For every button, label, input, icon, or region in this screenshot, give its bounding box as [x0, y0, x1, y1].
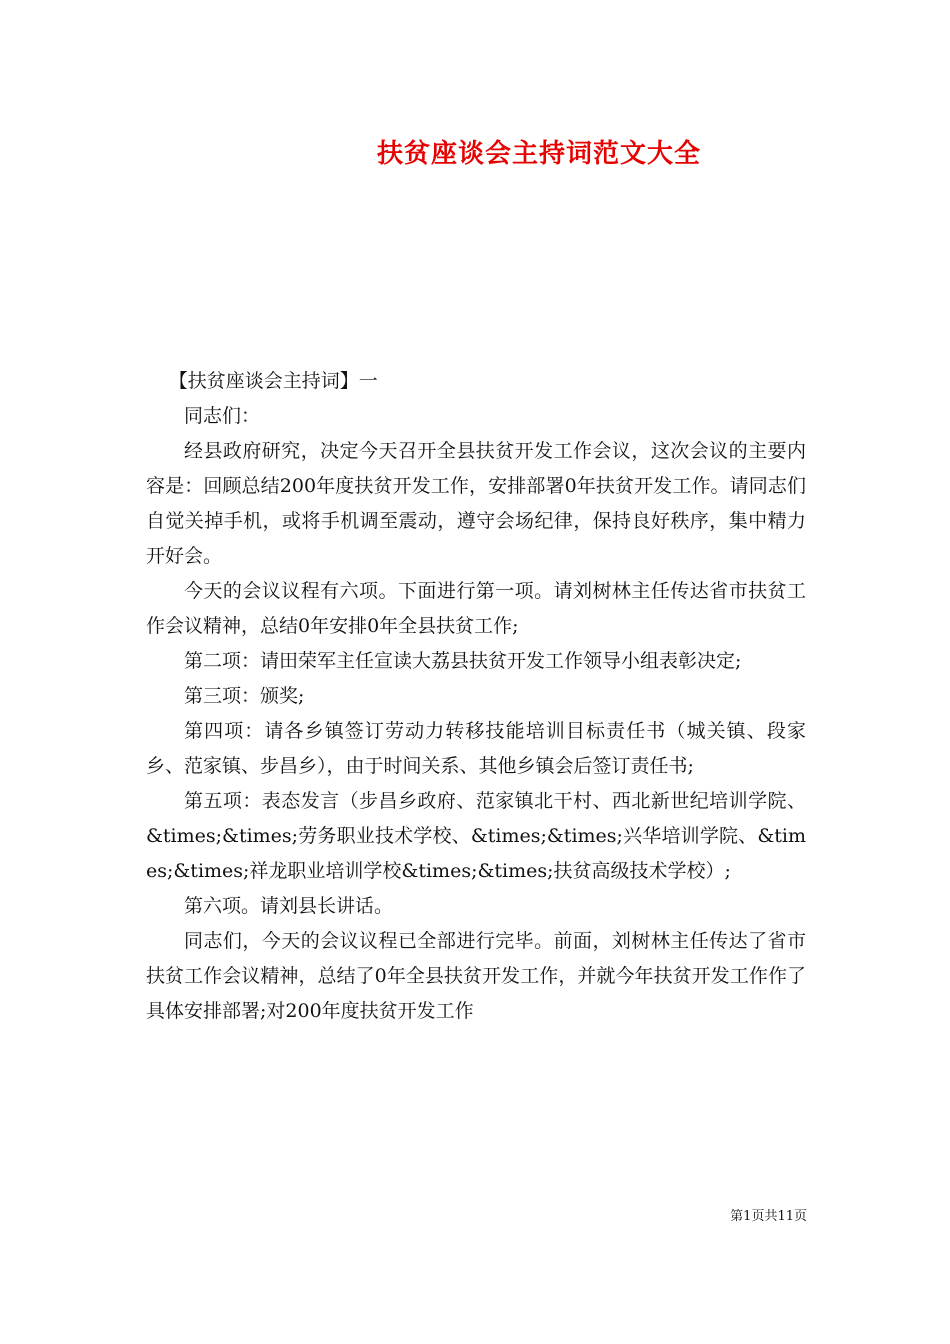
paragraph-intro: 经县政府研究，决定今天召开全县扶贫开发工作会议，这次会议的主要内容是：回顾总结200年度扶贫开发工作，安排部署0年扶贫开发工作。请同志们自觉关掉手机，或将手机调至震动，遵守会场纪律，保持良好秩序，集中精力开好会。 — [146, 440, 806, 567]
paragraph-item-4: 第四项：请各乡镇签订劳动力转移技能培训目标责任书（城关镇、段家乡、范家镇、步昌乡），由于时间关系、其他乡镇会后签订责任书; — [146, 720, 806, 777]
paragraph-item-2: 第二项：请田荣军主任宣读大荔县扶贫开发工作领导小组表彰决定; — [184, 650, 742, 672]
paragraph-item-5: 第五项：表态发言（步昌乡政府、范家镇北干村、西北新世纪培训学院、&times;&times;劳务职业技术学校、&times;&times;兴华培训学院、&times;&times;祥龙职业培训学校&times;&times;扶贫高级技术学校）; — [146, 790, 806, 882]
paragraph-item-6: 第六项。请刘县长讲话。 — [184, 895, 394, 917]
salutation: 同志们： — [184, 405, 261, 427]
paragraph-agenda: 今天的会议议程有六项。下面进行第一项。请刘树林主任传达省市扶贫工作会议精神，总结0年安排0年全县扶贫工作; — [146, 580, 806, 637]
paragraph-closing: 同志们，今天的会议议程已全部进行完毕。前面，刘树林主任传达了省市扶贫工作会议精神，总结了0年全县扶贫开发工作，并就今年扶贫开发工作作了具体安排部署;对200年度扶贫开发工作 — [146, 930, 806, 1022]
section-heading: 【扶贫座谈会主持词】一 — [168, 370, 378, 392]
paragraph-item-3: 第三项：颁奖; — [184, 685, 305, 707]
page-number: 第1页共11页 — [730, 1209, 807, 1224]
body-text — [146, 364, 806, 1029]
page-title: 扶贫座谈会主持词范文大全 — [376, 139, 701, 169]
